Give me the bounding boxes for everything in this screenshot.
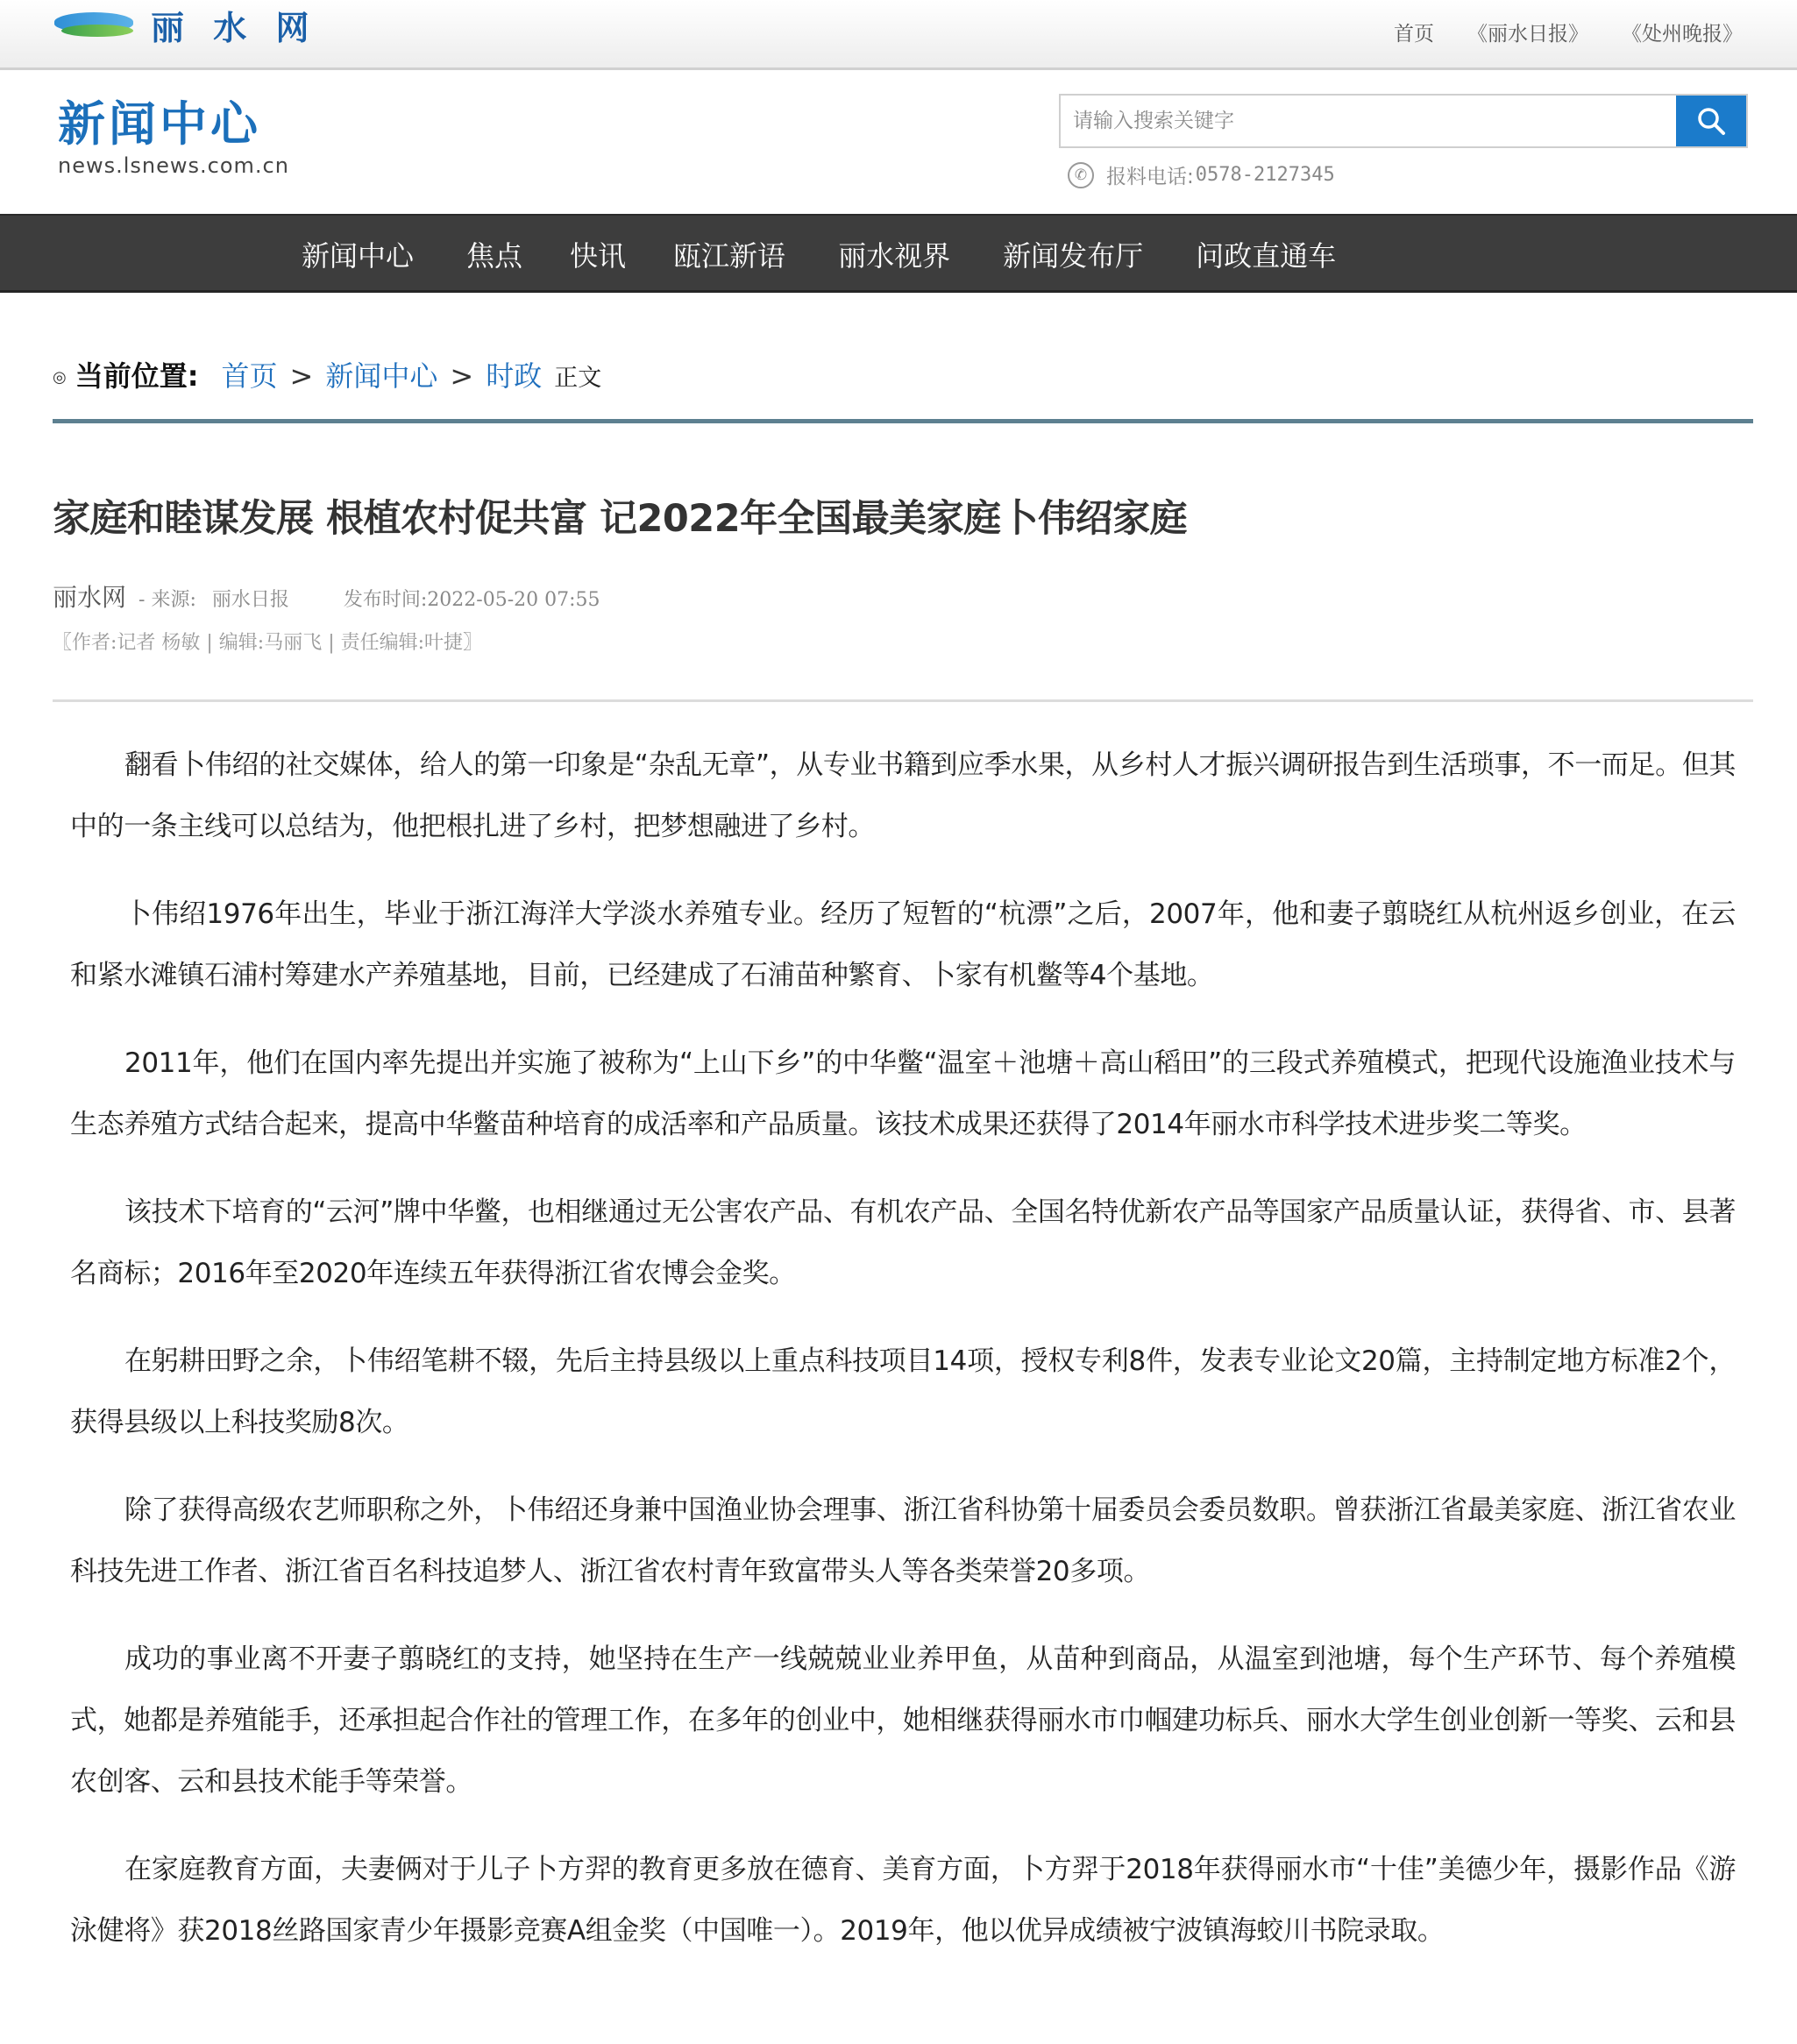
top-link-home[interactable]: 首页	[1394, 23, 1434, 46]
article-paragraph: 该技术下培育的“云河”牌中华鳖，也相继通过无公害农产品、有机农产品、全国名特优新农产品等国家产品质量认证，获得省、市、县著名商标；2016年至2020年连续五年获得浙江省农博会金奖。	[70, 1196, 1736, 1289]
search-icon	[1696, 106, 1726, 136]
nav-item-flash[interactable]: 快讯	[570, 238, 627, 273]
top-link-lishui-daily[interactable]: 《丽水日报》	[1467, 23, 1588, 46]
location-icon: ◎	[53, 368, 67, 387]
nav-item-lishui-vision[interactable]: 丽水视界	[838, 238, 951, 273]
brand-url: news.lsnews.com.cn	[58, 153, 289, 178]
article-meta	[53, 578, 600, 614]
article-paragraph: 成功的事业离不开妻子翦晓红的支持，她坚持在生产一线兢兢业业养甲鱼，从苗种到商品，从温室到池塘，每个生产环节、每个养殖模式，她都是养殖能手，还承担起合作社的管理工作，在多年的创业中，她相继获得丽水市巾帼建功标兵、丽水大学生创业创新一等奖、云和县农创客、云和县技术能手等荣誉。	[70, 1643, 1736, 1798]
article-title: 家庭和睦谋发展 根植农村促共富 记2022年全国最美家庭卜伟绍家庭	[53, 497, 1188, 541]
header	[0, 73, 1797, 213]
logo-wave-icon	[54, 7, 135, 42]
hotline	[1068, 160, 1335, 189]
article-source-label: - 来源:	[139, 589, 196, 611]
breadcrumb-separator: >	[450, 359, 474, 393]
article-paragraph: 除了获得高级农艺师职称之外，卜伟绍还身兼中国渔业协会理事、浙江省科协第十届委员会委员数职。曾获浙江省最美家庭、浙江省农业科技先进工作者、浙江省百名科技追梦人、浙江省农村青年致富带头人等各类荣誉20多项。	[70, 1494, 1736, 1587]
breadcrumb-politics[interactable]: 时政	[486, 359, 543, 393]
main-nav	[0, 214, 1797, 293]
breadcrumb-home[interactable]: 首页	[221, 359, 278, 393]
article-body	[70, 735, 1736, 1988]
nav-item-news-center[interactable]: 新闻中心	[302, 238, 415, 273]
article-site: 丽水网	[53, 583, 127, 612]
top-link-chuzhou-evening[interactable]: 《处州晚报》	[1622, 23, 1743, 46]
nav-item-focus[interactable]: 焦点	[466, 238, 523, 273]
article-divider	[53, 699, 1753, 702]
top-links	[1394, 18, 1743, 46]
site-logo[interactable]	[54, 2, 317, 47]
article-paragraph: 在家庭教育方面，夫妻俩对于儿子卜方羿的教育更多放在德育、美育方面，卜方羿于2018年获得丽水市“十佳”美德少年，摄影作品《游泳健将》获2018丝路国家青少年摄影竞赛A组金奖（中国唯一）。2019年，他以优异成绩被宁波镇海蛟川书院录取。	[70, 1854, 1736, 1947]
breadcrumb-current: 正文	[554, 365, 602, 392]
brand-title: 新闻中心	[58, 96, 261, 152]
nav-item-oujiang[interactable]: 瓯江新语	[673, 238, 786, 273]
article-paragraph: 卜伟绍1976年出生，毕业于浙江海洋大学淡水养殖专业。经历了短暂的“杭漂”之后，2007年，他和妻子翦晓红从杭州返乡创业，在云和紧水滩镇石浦村筹建水产养殖基地，目前，已经建成了石浦苗种繁育、卜家有机鳖等4个基地。	[70, 898, 1736, 991]
site-logo-text: 丽 水 网	[151, 8, 318, 47]
article-credits: 〖作者:记者 杨敏 | 编辑:马丽飞 | 责任编辑:叶捷〗	[53, 632, 483, 654]
hotline-label: 报料电话:	[1106, 166, 1194, 188]
breadcrumb-label: 当前位置:	[75, 359, 199, 393]
top-bar	[0, 0, 1797, 70]
search-input[interactable]	[1061, 96, 1676, 146]
article-paragraph: 在躬耕田野之余，卜伟绍笔耕不辍，先后主持县级以上重点科技项目14项，授权专利8件，发表专业论文20篇，主持制定地方标准2个，获得县级以上科技奖励8次。	[70, 1345, 1736, 1438]
article-paragraph: 翻看卜伟绍的社交媒体，给人的第一印象是“杂乱无章”，从专业书籍到应季水果，从乡村人才振兴调研报告到生活琐事，不一而足。但其中的一条主线可以总结为，他把根扎进了乡村，把梦想融进了乡村。	[70, 749, 1736, 842]
search-button[interactable]	[1676, 96, 1746, 146]
phone-icon: ✆	[1068, 162, 1094, 188]
article-source: 丽水日报	[211, 589, 289, 611]
article-paragraph: 2011年，他们在国内率先提出并实施了被称为“上山下乡”的中华鳖“温室＋池塘＋高山稻田”的三段式养殖模式，把现代设施渔业技术与生态养殖方式结合起来，提高中华鳖苗种培育的成活率和产品质量。该技术成果还获得了2014年丽水市科学技术进步奖二等奖。	[70, 1047, 1736, 1140]
breadcrumb-separator: >	[289, 359, 314, 393]
breadcrumb	[53, 354, 601, 394]
breadcrumb-news-center[interactable]: 新闻中心	[325, 359, 438, 393]
nav-item-press-hall[interactable]: 新闻发布厅	[1003, 238, 1144, 273]
breadcrumb-divider	[53, 419, 1753, 423]
search-box	[1059, 94, 1748, 148]
nav-item-inquiry[interactable]: 问政直通车	[1196, 238, 1337, 273]
hotline-number: 0578-2127345	[1195, 164, 1335, 186]
article-publish-time: 发布时间:2022-05-20 07:55	[343, 589, 600, 611]
brand-logo[interactable]	[58, 97, 289, 178]
